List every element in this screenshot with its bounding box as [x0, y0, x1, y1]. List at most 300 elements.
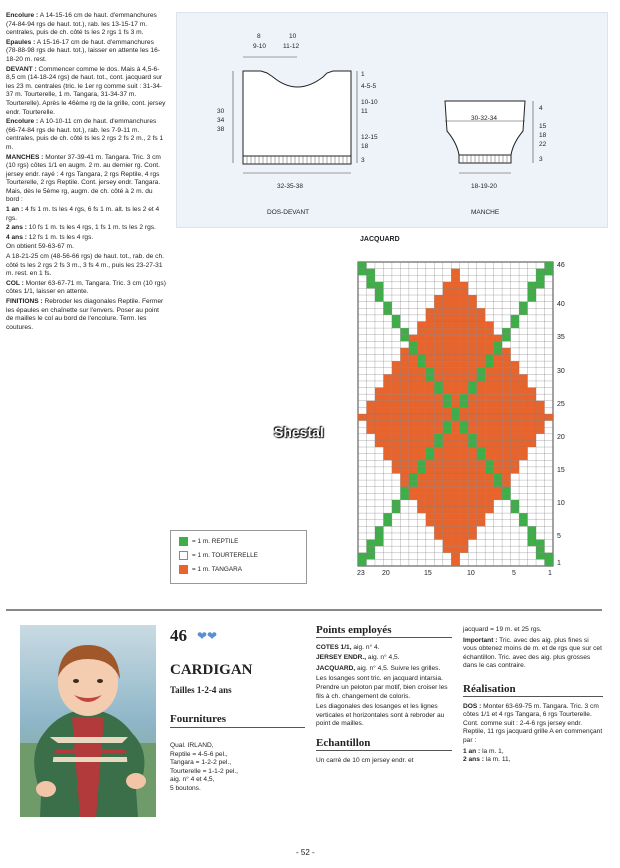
tangara-cell [409, 335, 417, 342]
tangara-cell [502, 348, 510, 355]
tangara-cell [443, 507, 451, 514]
tangara-cell [443, 520, 451, 527]
reptile-cell [417, 361, 425, 368]
tangara-cell [451, 335, 459, 342]
tangara-cell [392, 361, 400, 368]
tangara-cell [477, 434, 485, 441]
tangara-cell [460, 355, 468, 362]
tangara-cell [494, 493, 502, 500]
tangara-cell [468, 355, 476, 362]
tangara-cell [409, 355, 417, 362]
tangara-cell [494, 361, 502, 368]
reptile-cell [468, 381, 476, 388]
tangara-cell [468, 533, 476, 540]
tangara-cell [485, 394, 493, 401]
tangara-cell [451, 427, 459, 434]
tangara-cell [426, 467, 434, 474]
tangara-cell [494, 427, 502, 434]
reptile-cell [528, 533, 536, 540]
tangara-cell [502, 355, 510, 362]
tangara-cell [443, 368, 451, 375]
tangara-cell [528, 440, 536, 447]
manches-heading: MANCHES : [6, 153, 44, 161]
tangara-cell [460, 335, 468, 342]
tangara-cell [511, 381, 519, 388]
tangara-cell [519, 447, 527, 454]
tangara-cell [434, 493, 442, 500]
reptile-cell [451, 407, 459, 414]
tangara-cell [443, 546, 451, 553]
tangara-cell [468, 394, 476, 401]
jersey-text: aig. n° 4,5. [366, 654, 400, 662]
reptile-cell [366, 553, 374, 560]
reptile-cell [460, 421, 468, 428]
fourniture-line: Tourterelle = 1-1-2 pel., [170, 767, 238, 775]
realisation-heading: Réalisation [463, 685, 603, 697]
tangara-cell [434, 394, 442, 401]
tangara-cell [409, 361, 417, 368]
manche-top-label: 30-32-34 [471, 115, 498, 122]
tangara-cell [366, 414, 374, 421]
tangara-cell [451, 559, 459, 566]
reptile-cell [434, 388, 442, 395]
tangara-cell [511, 460, 519, 467]
tangara-cell [426, 513, 434, 520]
tangara-cell [443, 500, 451, 507]
schematic-drawing [177, 13, 607, 227]
row-label: 10 [557, 500, 565, 507]
tangara-cell [426, 348, 434, 355]
tangara-cell [519, 388, 527, 395]
tangara-cell [434, 335, 442, 342]
tangara-cell [434, 421, 442, 428]
tangara-cell [485, 321, 493, 328]
tangara-cell [451, 394, 459, 401]
tangara-cell [417, 341, 425, 348]
tangara-cell [451, 500, 459, 507]
an2-text: 10 fs 1 m. ts les 4 rgs, 1 fs 1 m. ts les 2 rgs. [26, 224, 156, 232]
tangara-cell [451, 341, 459, 348]
tangara-cell [392, 388, 400, 395]
tangara-cell [460, 407, 468, 414]
tangara-cell [392, 447, 400, 454]
tangara-cell [434, 520, 442, 527]
tangara-cell [443, 328, 451, 335]
row-label: 35 [557, 334, 565, 341]
reptile-cell [434, 440, 442, 447]
tangara-cell [426, 473, 434, 480]
tangara-cell [451, 401, 459, 408]
tangara-cell [451, 361, 459, 368]
reptile-cell [545, 262, 553, 269]
tangara-cell [358, 414, 366, 421]
an2-text: la m. 11, [483, 756, 511, 764]
tangara-cell [502, 480, 510, 487]
manche-shape [445, 101, 525, 155]
tangara-cell [417, 414, 425, 421]
tangara-cell [426, 440, 434, 447]
col-label: 23 [357, 570, 365, 577]
tangara-cell [494, 440, 502, 447]
reptile-cell [545, 559, 553, 566]
tangara-cell [460, 526, 468, 533]
tangara-cell [434, 355, 442, 362]
dos-heading: DOS : [463, 702, 482, 710]
tangara-cell [528, 414, 536, 421]
tangara-cell [426, 460, 434, 467]
tangara-cell [477, 341, 485, 348]
tangara-cell [434, 454, 442, 461]
reptile-cell [426, 454, 434, 461]
tangara-cell [485, 381, 493, 388]
an4-text: 12 fs 1 m. ts les 4 rgs. [26, 233, 94, 241]
important-heading: Important : [463, 636, 498, 644]
tangara-cell [451, 460, 459, 467]
tangara-cell [451, 295, 459, 302]
tangara-cell [375, 407, 383, 414]
tangara-cell [434, 341, 442, 348]
tangara-cell [511, 434, 519, 441]
tangara-cell [426, 414, 434, 421]
tangara-cell [519, 421, 527, 428]
dos-right-label: 3 [361, 157, 365, 164]
page-number: - 52 - [296, 848, 315, 857]
tangara-cell [468, 480, 476, 487]
tangara-cell [366, 407, 374, 414]
tangara-cell [409, 421, 417, 428]
tangara-cell [485, 388, 493, 395]
tangara-cell [392, 440, 400, 447]
jacquard-grid [354, 258, 572, 584]
tangara-cell [477, 513, 485, 520]
tangara-cell [400, 355, 408, 362]
reptile-cell [383, 308, 391, 315]
row-label: 15 [557, 467, 565, 474]
reptile-cell [375, 282, 383, 289]
manches-text: Monter 37-39-41 m. Tangara. Tric. 3 cm (10 rgs) côtes 1/1 en augm. 2 m. au dernier rg. Cont. jersey endr. rayé : 4 rgs Tangara, 2 rgs Reptile, 4 rgs Tourterelle, 2 rgs Reptile. Cont. jersey endr. Tangara. Mais, dès le 5ème rg, augm. de ch. côté à 2 m. du bord : [6, 153, 161, 204]
reptile-cell [426, 374, 434, 381]
reptile-cell [477, 374, 485, 381]
manche-right-label: 15 [539, 123, 547, 130]
dos-devant-label: DOS-DEVANT [267, 209, 310, 216]
tangara-cell [494, 467, 502, 474]
tangara-cell [443, 467, 451, 474]
tangara-cell [528, 401, 536, 408]
tangara-cell [511, 467, 519, 474]
tangara-cell [502, 381, 510, 388]
tangara-cell [451, 421, 459, 428]
reptile-cell [409, 473, 417, 480]
dos-right-label: 10-10 [361, 99, 378, 106]
reptile-cell [511, 507, 519, 514]
reptile-cell [434, 434, 442, 441]
reptile-cell [485, 361, 493, 368]
tangara-cell [392, 467, 400, 474]
tangara-cell [417, 500, 425, 507]
reptile-cell [545, 269, 553, 276]
tangara-cell [426, 407, 434, 414]
tangara-cell [511, 368, 519, 375]
tangara-cell [519, 440, 527, 447]
tangara-cell [519, 407, 527, 414]
tangara-cell [502, 361, 510, 368]
tangara-cell [468, 467, 476, 474]
tangara-cell [468, 500, 476, 507]
tangara-cell [502, 434, 510, 441]
tangara-cell [485, 407, 493, 414]
tangara-cell [400, 394, 408, 401]
tangara-cell [468, 447, 476, 454]
tangara-cell [417, 348, 425, 355]
tangara-cell [426, 520, 434, 527]
tangara-cell [519, 381, 527, 388]
tangara-cell [477, 493, 485, 500]
tangara-cell [400, 414, 408, 421]
tangara-cell [451, 368, 459, 375]
tangara-cell [468, 335, 476, 342]
tangara-cell [468, 414, 476, 421]
tangara-cell [417, 381, 425, 388]
reptile-cell [519, 520, 527, 527]
tangara-cell [434, 467, 442, 474]
tangara-cell [443, 513, 451, 520]
tangara-cell [468, 427, 476, 434]
tangara-cell [426, 355, 434, 362]
tangara-cell [528, 407, 536, 414]
tangara-cell [477, 394, 485, 401]
tangara-cell [434, 487, 442, 494]
tangara-cell [511, 361, 519, 368]
tangara-cell [511, 427, 519, 434]
fournitures-list [170, 742, 305, 794]
tangara-cell [460, 414, 468, 421]
tangara-cell [409, 368, 417, 375]
tangara-cell [485, 401, 493, 408]
manche-right-label: 18 [539, 132, 547, 139]
tangara-cell [460, 467, 468, 474]
tangara-cell [366, 401, 374, 408]
reptile-cell [417, 355, 425, 362]
tangara-cell [460, 493, 468, 500]
tangara-cell [494, 454, 502, 461]
tangara-cell [502, 374, 510, 381]
col-label: 5 [512, 570, 516, 577]
devant-heading: DEVANT : [6, 65, 37, 73]
reptile-cell [528, 526, 536, 533]
tangara-cell [468, 341, 476, 348]
reptile-cell [536, 269, 544, 276]
tangara-cell [468, 507, 476, 514]
tangara-cell [494, 368, 502, 375]
tangara-cell [494, 374, 502, 381]
devant-text: Commencer comme le dos. Mais à 4,5-6-8,5 cm (14-18-24 rgs) de haut. tot., cont. jacquard sur les 23 m. centrales (tric. le 1er rg comme suit : 31-34-37 m. Tourterelle, 1 m. Tangara, 31-34-37 m. Tourterelle). Après le 46ème rg de la grille, cont. jersey endr. Tourterelle. [6, 65, 166, 116]
tangara-cell [451, 388, 459, 395]
reptile-cell [358, 262, 366, 269]
tangara-cell [434, 414, 442, 421]
tangara-cell [477, 348, 485, 355]
tangara-cell [426, 401, 434, 408]
reptile-cell [545, 553, 553, 560]
watermark-text: Shestal [274, 424, 324, 440]
tangara-cell [460, 533, 468, 540]
tangara-cell [468, 328, 476, 335]
tangara-cell [400, 427, 408, 434]
tangara-cell [451, 533, 459, 540]
tangara-cell [511, 394, 519, 401]
tangara-cell [502, 473, 510, 480]
tangara-cell [519, 434, 527, 441]
encolure-devant-heading: Encolure : [6, 118, 39, 126]
tangara-cell [409, 434, 417, 441]
tangara-cell [434, 302, 442, 309]
tangara-cell [502, 467, 510, 474]
tangara-cell [383, 407, 391, 414]
fourniture-line: aig. n° 4 et 4,5, [170, 776, 215, 784]
tangara-cell [375, 394, 383, 401]
tangara-cell [468, 321, 476, 328]
reptile-cell [477, 447, 485, 454]
cardigan-title: CARDIGAN [170, 662, 253, 678]
col-label: 15 [424, 570, 432, 577]
tangara-cell [519, 374, 527, 381]
tangara-cell [536, 427, 544, 434]
tangara-cell [511, 454, 519, 461]
manche-right-label: 4 [539, 105, 543, 112]
tangara-cell [460, 368, 468, 375]
tangara-cell [528, 388, 536, 395]
tangara-cell [468, 348, 476, 355]
tangara-cell [494, 355, 502, 362]
tangara-cell [468, 520, 476, 527]
tangara-cell [434, 401, 442, 408]
tangara-cell [451, 269, 459, 276]
tangara-cell [485, 434, 493, 441]
tangara-cell [477, 335, 485, 342]
reptile-cell [460, 394, 468, 401]
tangara-cell [426, 321, 434, 328]
reptile-cell [417, 460, 425, 467]
dos-top-label-1: 8 [257, 33, 261, 40]
tangara-cell [417, 394, 425, 401]
tangara-cell [451, 302, 459, 309]
tangara-cell [485, 447, 493, 454]
tangara-cell [443, 282, 451, 289]
tangara-cell [511, 401, 519, 408]
tangara-cell [400, 473, 408, 480]
tangara-cell [451, 467, 459, 474]
tangara-cell [494, 421, 502, 428]
tangara-cell [375, 434, 383, 441]
tangara-cell [477, 507, 485, 514]
tangara-cell [417, 434, 425, 441]
tangara-cell [460, 315, 468, 322]
losanges-text: Les losanges sont tric. en jacquard intarsia. Prendre un peloton par motif, bien croiser les fils à ch. changement de coloris. [316, 675, 448, 700]
tangara-cell [451, 308, 459, 315]
tangara-cell [434, 473, 442, 480]
tangara-cell [451, 487, 459, 494]
tangara-cell [426, 315, 434, 322]
tangara-cell [443, 315, 451, 322]
tangara-cell [392, 401, 400, 408]
tangara-cell [502, 454, 510, 461]
tangara-cell [383, 454, 391, 461]
tangara-cell [409, 414, 417, 421]
reptile-cell [485, 355, 493, 362]
tangara-cell [434, 368, 442, 375]
tangara-cell [528, 434, 536, 441]
encolure-heading: Encolure : [6, 12, 39, 19]
tangara-cell [383, 421, 391, 428]
tangara-cell [502, 421, 510, 428]
tangara-cell [502, 447, 510, 454]
reptile-cell [528, 295, 536, 302]
tangara-cell [392, 374, 400, 381]
manche-right-label: 22 [539, 141, 547, 148]
tangara-cell [460, 374, 468, 381]
tangara-cell [477, 421, 485, 428]
tangara-cell [494, 447, 502, 454]
dos-right-label: 1 [361, 71, 365, 78]
reptile-cell [519, 513, 527, 520]
tangara-cell [451, 348, 459, 355]
tangara-cell [409, 493, 417, 500]
tangara-cell [417, 335, 425, 342]
tangara-cell [485, 480, 493, 487]
tangara-cell [485, 440, 493, 447]
tangara-cell [443, 407, 451, 414]
tangara-cell [468, 374, 476, 381]
reptile-cell [375, 288, 383, 295]
tangara-cell [417, 374, 425, 381]
tangara-cell [528, 427, 536, 434]
tangara-cell [468, 368, 476, 375]
reptile-cell [494, 473, 502, 480]
reptile-cell [468, 434, 476, 441]
tangara-cell [443, 348, 451, 355]
row-label: 5 [557, 533, 561, 540]
tangara-cell [392, 421, 400, 428]
tangara-cell [400, 460, 408, 467]
row-label: 25 [557, 401, 565, 408]
tangara-cell [451, 540, 459, 547]
tangara-cell [460, 507, 468, 514]
tangara-cell [451, 288, 459, 295]
legend-swatch [179, 565, 188, 574]
tangara-cell [460, 540, 468, 547]
legend-label: = 1 m. TOURTERELLE [192, 552, 258, 560]
reptile-cell [528, 540, 536, 547]
tangara-cell [460, 460, 468, 467]
tangara-cell [409, 467, 417, 474]
row-label: 46 [557, 262, 565, 269]
reptile-cell [392, 321, 400, 328]
tangara-cell [511, 407, 519, 414]
tangara-cell [409, 427, 417, 434]
tangara-cell [519, 401, 527, 408]
reptile-cell [375, 533, 383, 540]
tangara-cell [383, 447, 391, 454]
tangara-cell [451, 480, 459, 487]
tangara-cell [417, 487, 425, 494]
cardigan-header [170, 626, 305, 794]
fournitures-heading: Fournitures [170, 713, 305, 728]
tangara-cell [409, 447, 417, 454]
tangara-cell [511, 440, 519, 447]
tangara-cell [443, 341, 451, 348]
heart-icon: ❤❤ [197, 629, 218, 643]
encolure-devant-text: A 10-10-11 cm de haut. d'emmanchures (66-74-84 rgs de haut. tot.), rab. les 7-9-11 m. centrales, puis de ch. côté ts les 2 rgs 2 fs 2 m., 2 fs 1 m. [6, 118, 164, 151]
reptile-cell [366, 269, 374, 276]
